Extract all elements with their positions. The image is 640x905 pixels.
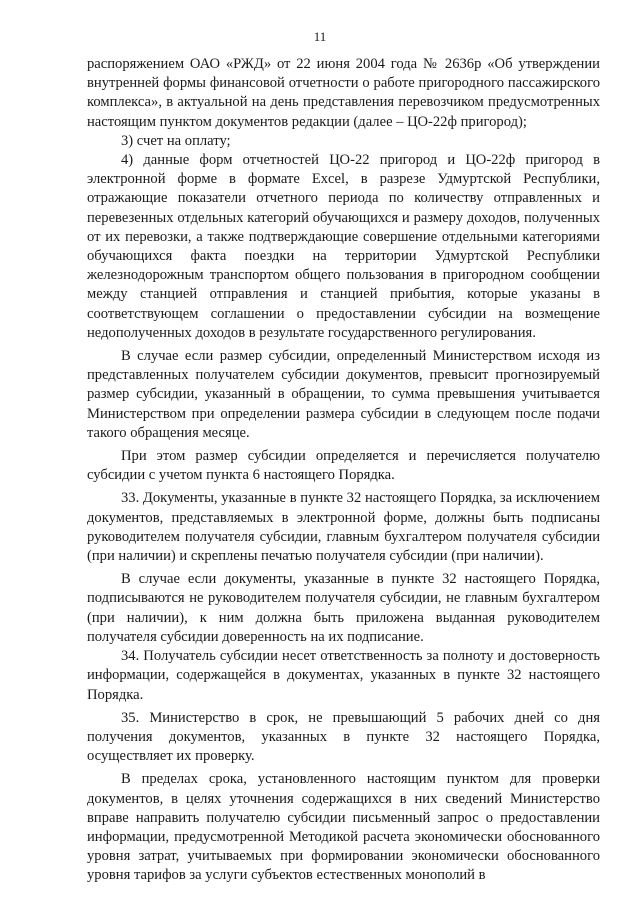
paragraph-verification-request: В пределах срока, установленного настоящим пунктом для проверки документов, в целях уточнения содержащихся в них сведений Министерство вправе направить получателю субсидии письменный запрос о предоставлении информации, предусмотренной Методикой расчета экономически обоснованного уровня затрат, учитываемых при формировании экономически обоснованного уровня тарифов за услуги субъектов естественных монополий в — [87, 771, 600, 884]
paragraph-clause-35: 35. Министерство в срок, не превышающий 5 рабочих дней со дня получения документов, указанных в пункте 32 настоящего Порядка, осуществляет их проверку. — [87, 709, 600, 765]
paragraph-subsidy-excess: В случае если размер субсидии, определенный Министерством исходя из представленных получателем субсидии документов, превысит прогнозируемый размер субсидии, указанный в обращении, то сумма превышения учитывается Министерством при определении размера субсидии в следующем после подачи такого обращения месяце. — [87, 348, 600, 441]
document-body — [87, 55, 600, 886]
paragraph-clause-34: 34. Получатель субсидии несет ответственность за полноту и достоверность информации, содержащейся в документах, указанных в пункте 32 настоящего Порядка. — [87, 648, 600, 703]
paragraph-signature-delegation: В случае если документы, указанные в пункте 32 настоящего Порядка, подписываются не руководителем получателя субсидии, не главным бухгалтером (при наличии), к ним должна быть приложена выданная руководителем получателя субсидии доверенность на их подписание. — [87, 571, 600, 645]
paragraph-continuation: распоряжением ОАО «РЖД» от 22 июня 2004 года № 2636р «Об утверждении внутренней формы финансовой отчетности о работе пригородного пассажирского комплекса», в актуальной на день представления перевозчиком предусмотренных настоящим пунктом документов редакции (далее – ЦО-22ф пригород); — [87, 56, 600, 130]
paragraph-clause-33: 33. Документы, указанные в пункте 32 настоящего Порядка, за исключением документов, представляемых в электронной форме, должны быть подписаны руководителем получателя субсидии, главным бухгалтером получателя субсидии (при наличии) и скреплены печатью получателя субсидии (при наличии). — [87, 490, 600, 565]
page-number: 11 — [313, 29, 327, 44]
paragraph-subsidy-calculation: При этом размер субсидии определяется и перечисляется получателю субсидии с учетом пункта 6 настоящего Порядка. — [87, 448, 600, 484]
paragraph-item-4: 4) данные форм отчетностей ЦО-22 пригород и ЦО-22ф пригород в электронной форме в формате Excel, в разрезе Удмуртской Республики, отражающие показатели отчетного периода по количеству отправленных и перевезенных отдельных категорий обучающихся и размеру доходов, полученных от их перевозки, а также подтверждающие совершение отдельными категориями обучающихся факта поездки на территории Удмуртской Республики железнодорожным транспортом общего пользования в пригородном сообщении между станцией отправления и станцией прибытия, которые указаны в соответствующем соглашении о предоставлении субсидии на возмещение недополученных доходов в результате государственного регулирования. — [87, 152, 600, 341]
paragraph-item-3: 3) счет на оплату; — [121, 132, 231, 149]
